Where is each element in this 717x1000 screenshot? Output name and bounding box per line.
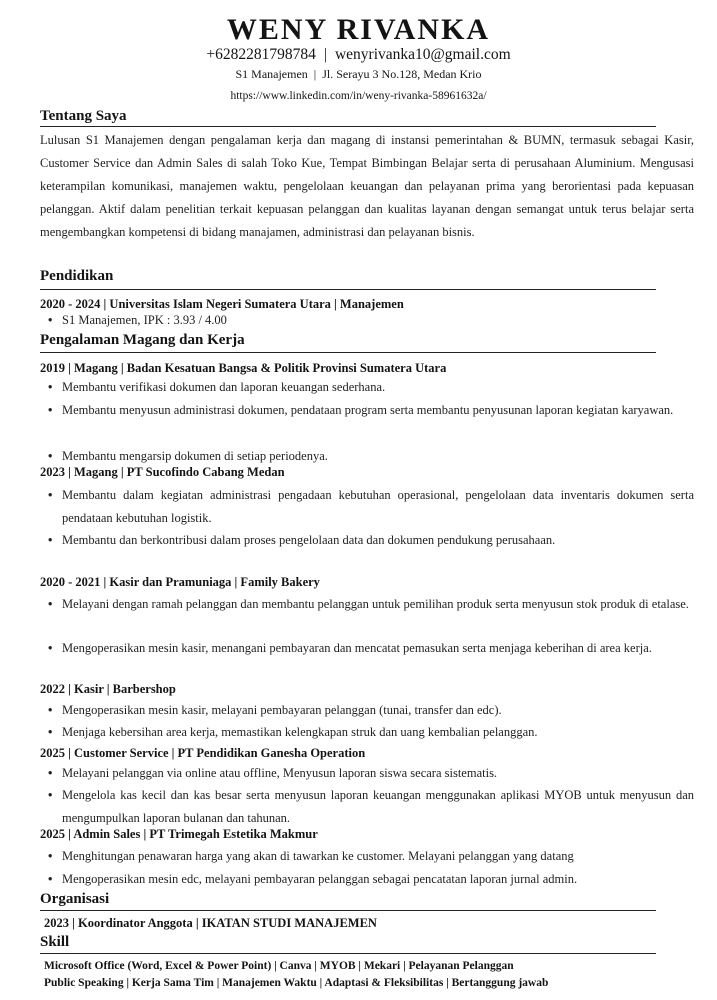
about-text: Lulusan S1 Manajemen dengan pengalaman kerja dan magang di instansi pemerintahan & BUMN, termasuk sebagai Kasir, Customer Service dan Admin Sales di salah Toko Kue, Tempat Bimbingan Belajar serta di perusahaan Aluminium. Mengusasi keterampilan komunikasi, manajemen waktu, pengelolaan keuangan dan pelayanan prima yang berorientasi pada kepuasan pelanggan. Aktif dalam penelitian terkait kepuasan pelanggan dan kualitas layanan dengan semangat untuk terus belajar serta mengembangkan kompetensi di bidang manajamen, administrasi dan pelayanan bisnis. [40, 133, 694, 239]
bullet-glyph: • [48, 849, 53, 863]
section-heading-experience: Pengalaman Magang dan Kerja [40, 332, 245, 348]
section-divider [40, 289, 656, 290]
section-heading-about: Tentang Saya [40, 108, 127, 124]
job-bullet: • Membantu menyusun administrasi dokumen, pendataan program serta membantu penyusunan laporan kegiatan karyawan. [48, 399, 694, 422]
linkedin-url: https://www.linkedin.com/in/weny-rivanka-58961632a/ [230, 90, 487, 102]
job-bullet: • Membantu dan berkontribusi dalam proses pengelolaan data dan dokumen pendukung perusahaan. [48, 529, 694, 552]
address: Jl. Serayu 3 No.128, Medan Krio [322, 67, 482, 81]
job-title: 2025 | Admin Sales | PT Trimegah Estetika Makmur [40, 827, 318, 841]
bullet-glyph: • [48, 488, 53, 502]
contact-separator: | [323, 46, 327, 63]
bullet-glyph: • [48, 313, 53, 327]
job-title: 2020 - 2021 | Kasir dan Pramuniaga | Family Bakery [40, 575, 320, 589]
skills-line-2: Public Speaking | Kerja Sama Tim | Manajemen Waktu | Adaptasi & Fleksibilitas | Bertanggung jawab [44, 977, 549, 989]
meta-line [0, 66, 717, 82]
job-bullet: • Mengoperasikan mesin edc, melayani pembayaran pelanggan sebagai pencatatan laporan jurnal admin. [48, 868, 694, 891]
bullet-glyph: • [48, 380, 53, 394]
job-title: 2023 | Magang | PT Sucofindo Cabang Medan [40, 465, 285, 479]
skills-line-1: Microsoft Office (Word, Excel & Power Point) | Canva | MYOB | Mekari | Pelayanan Pelanggan [44, 960, 514, 972]
bullet-glyph: • [48, 872, 53, 886]
job-bullet: • Membantu dalam kegiatan administrasi pengadaan kebutuhan operasional, pengelolaan data inventaris dokumen serta pendataan kebutuhan logistik. [48, 484, 694, 530]
bullet-glyph: • [48, 641, 53, 655]
bullet-glyph: • [48, 703, 53, 717]
job-bullet: • Membantu verifikasi dokumen dan laporan keuangan sederhana. [48, 376, 694, 399]
bullet-glyph: • [48, 725, 53, 739]
organization-entry: 2023 | Koordinator Anggota | IKATAN STUDI MANAJEMEN [44, 916, 377, 930]
section-divider [40, 126, 656, 127]
job-bullet: • Mengelola kas kecil dan kas besar serta menyusun laporan keuangan menggunakan aplikasi MYOB untuk menyusun dan mengumpulkan laporan bulanan dan tahunan. [48, 784, 694, 830]
job-title: 2022 | Kasir | Barbershop [40, 682, 176, 696]
email-address: wenyrivanka10@gmail.com [334, 46, 511, 63]
bullet-glyph: • [48, 597, 53, 611]
contact-line [0, 45, 717, 65]
bullet-glyph: • [48, 788, 53, 802]
job-title: 2025 | Customer Service | PT Pendidikan Ganesha Operation [40, 746, 366, 760]
education-bullet: • S1 Manajemen, IPK : 3.93 / 4.00 [48, 313, 227, 327]
section-heading-education: Pendidikan [40, 268, 114, 284]
section-heading-skills: Skill [40, 934, 70, 950]
degree: S1 Manajemen [235, 67, 308, 81]
bullet-glyph: • [48, 766, 53, 780]
job-bullet: • Mengoperasikan mesin kasir, menangani pembayaran dan mencatat pemasukan serta menjaga keberihan di area kerja. [48, 637, 694, 660]
bullet-glyph: • [48, 449, 53, 463]
job-bullet: • Menjaga kebersihan area kerja, memastikan kelengkapan struk dan uang kembalian pelanggan. [48, 721, 694, 744]
job-bullet: • Melayani pelanggan via online atau offline, Menyusun laporan siswa secara sistematis. [48, 762, 694, 785]
job-bullet: • Membantu mengarsip dokumen di setiap periodenya. [48, 445, 694, 468]
section-divider [40, 352, 656, 353]
bullet-glyph: • [48, 403, 53, 417]
bullet-glyph: • [48, 533, 53, 547]
education-entry: 2020 - 2024 | Universitas Islam Negeri Sumatera Utara | Manajemen [40, 297, 404, 311]
job-bullet: • Menghitungan penawaran harga yang akan di tawarkan ke customer. Melayani pelanggan yang datang [48, 845, 694, 868]
job-bullet: • Mengoperasikan mesin kasir, melayani pembayaran pelanggan (tunai, transfer dan edc). [48, 699, 694, 722]
meta-separator: | [313, 67, 317, 81]
section-divider [40, 910, 656, 911]
section-divider [40, 953, 656, 954]
phone-number: +6282281798784 [206, 46, 316, 63]
section-heading-organization: Organisasi [40, 891, 110, 907]
candidate-name: WENY RIVANKA [226, 13, 491, 46]
job-bullet: • Melayani dengan ramah pelanggan dan membantu pelanggan untuk pemilihan produk serta menyusun stok produk di etalase. [48, 593, 694, 616]
job-title: 2019 | Magang | Badan Kesatuan Bangsa & Politik Provinsi Sumatera Utara [40, 361, 447, 375]
